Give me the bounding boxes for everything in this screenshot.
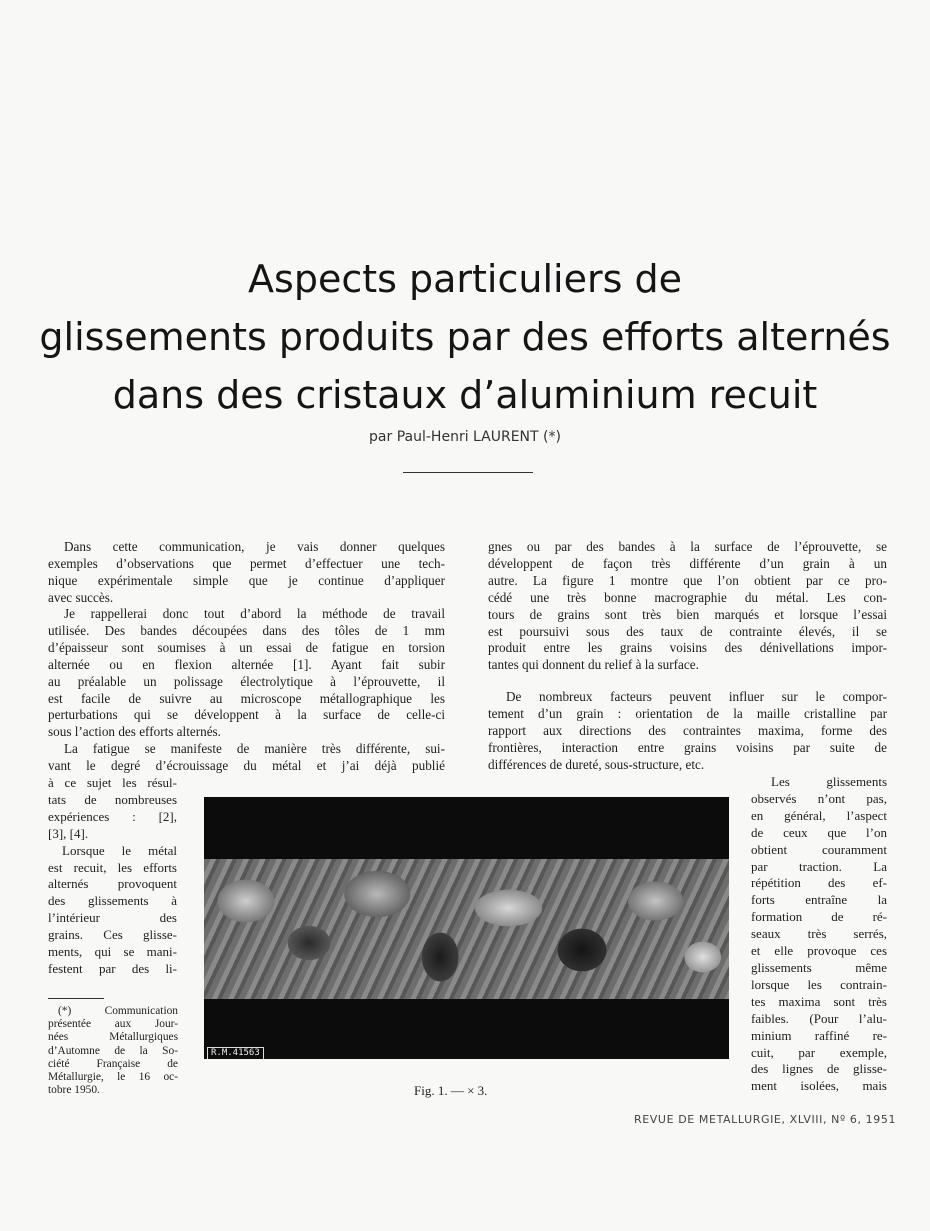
author-byline: par Paul-Henri LAURENT (*) xyxy=(369,429,561,445)
text-line: La fatigue se manifeste de manière très différente, sui- xyxy=(64,741,445,756)
text-line: utilisée. Des bandes découpées dans des tôles de 1 mm xyxy=(48,622,445,638)
text-line: avec succès. xyxy=(48,589,114,605)
left-paragraph-3 xyxy=(48,741,445,775)
text-line: tours de grains sont très bien marqués et lorsque l’essai xyxy=(488,606,887,622)
text-line: est facile de suivre au microscope métallographique les xyxy=(48,690,445,706)
article-title xyxy=(30,250,900,424)
text-line: alternés provoquent xyxy=(48,876,177,892)
text-line: Métallurgie, le 16 oc- xyxy=(48,1071,178,1084)
text-line: festent par des li- xyxy=(48,960,177,976)
text-line: observés n’ont pas, xyxy=(751,790,887,806)
text-line: faibles. (Pour l’alu- xyxy=(751,1010,887,1026)
text-line: est recuit, les efforts xyxy=(48,859,177,875)
text-line: nées Métallurgiques xyxy=(48,1031,178,1044)
text-line: en général, l’aspect xyxy=(751,807,887,823)
text-line: d’épaisseur sont soumises à un essai de fatigue en torsion xyxy=(48,639,445,655)
text-line: à ce sujet les résul- xyxy=(48,775,177,790)
text-line: expériences : [2], xyxy=(48,808,177,824)
text-line: grains. Ces glisse- xyxy=(48,927,177,943)
text-line: ciété Française de xyxy=(48,1057,178,1070)
text-line: seaux très serrés, xyxy=(751,926,887,942)
text-line: est poursuivi sous des taux de contrainte élevés, il se xyxy=(488,623,887,639)
photo-reference-label: R.M.41563 xyxy=(207,1047,264,1059)
text-line: frontières, interaction entre grains voisins par suite de xyxy=(488,739,887,755)
text-line: tobre 1950. xyxy=(48,1084,100,1097)
text-line: Lorsque le métal xyxy=(62,842,177,858)
left-paragraph-1 xyxy=(48,539,445,607)
text-line: ments, qui se mani- xyxy=(48,944,177,960)
text-line: rapport aux directions des contraintes maxima, forme des xyxy=(488,722,887,738)
left-narrow-text xyxy=(48,775,177,978)
text-line: gnes ou par des bandes à la surface de l’éprouvette, se xyxy=(488,539,887,554)
text-line: alternée ou en flexion alternée [1]. Ayant fait subir xyxy=(48,656,445,672)
text-line: autre. La figure 1 montre que l’on obtient par ce pro- xyxy=(488,572,887,588)
text-line: perturbations qui se développent à la surface de celle-ci xyxy=(48,707,445,723)
text-line: tats de nombreuses xyxy=(48,791,177,807)
text-line: ment isolées, mais xyxy=(751,1078,887,1094)
text-line: tement d’un grain : orientation de la maille cristalline par xyxy=(488,705,887,721)
text-line: glissements même xyxy=(751,959,887,975)
title-divider xyxy=(403,472,533,473)
text-line: (*) Communication xyxy=(58,1005,178,1017)
text-line: répétition des ef- xyxy=(751,875,887,891)
footnote xyxy=(48,1005,178,1097)
left-paragraph-2 xyxy=(48,606,445,741)
text-line: [3], [4]. xyxy=(48,825,89,841)
text-line: tes maxima sont très xyxy=(751,993,887,1009)
text-line: forts entraîne la xyxy=(751,892,887,908)
text-line: de ceux que l’on xyxy=(751,824,887,840)
journal-footer: REVUE DE METALLURGIE, XLVIII, Nº 6, 1951 xyxy=(634,1113,897,1126)
text-line: cuit, par exemple, xyxy=(751,1044,887,1060)
aluminium-specimen-image xyxy=(204,859,729,999)
text-line: Les glissements xyxy=(771,774,887,789)
text-line: exemples d’observations que permet d’effectuer une tech- xyxy=(48,555,445,571)
text-line: des lignes de glisse- xyxy=(751,1061,887,1077)
figure-1-photograph xyxy=(204,797,729,1059)
title-line: Aspects particuliers de xyxy=(248,257,682,301)
text-line: Dans cette communication, je vais donner quelques xyxy=(64,539,445,554)
text-line: vant le degré d’écrouissage du métal et j’ai déjà publié xyxy=(48,757,445,773)
text-line: des glissements à xyxy=(48,893,177,909)
text-line: minium raffiné re- xyxy=(751,1027,887,1043)
text-line: par traction. La xyxy=(751,858,887,874)
text-line: cédé une très bonne macrographie du métal. Les con- xyxy=(488,589,887,605)
right-paragraph-2 xyxy=(488,689,887,774)
text-line: d’Automne de la So- xyxy=(48,1044,178,1057)
title-line: glissements produits par des efforts alternés xyxy=(39,315,891,359)
text-line: nique expérimentale simple que je continue d’appliquer xyxy=(48,572,445,588)
text-line: formation de ré- xyxy=(751,909,887,925)
text-line: l’intérieur des xyxy=(48,910,177,926)
title-line: dans des cristaux d’aluminium recuit xyxy=(112,373,818,417)
figure-caption: Fig. 1. — × 3. xyxy=(414,1083,488,1098)
text-line: lorsque les contrain- xyxy=(751,976,887,992)
text-line: différences de dureté, sous-structure, etc. xyxy=(488,756,705,772)
right-narrow-text xyxy=(751,774,887,1095)
text-line: sous l’action des efforts alternés. xyxy=(48,724,221,740)
text-line: et elle provoque ces xyxy=(751,943,887,959)
text-line: De nombreux facteurs peuvent influer sur le compor- xyxy=(506,689,887,704)
text-line: produit entre les grains voisins des dénivellations impor- xyxy=(488,640,887,656)
text-line: développent de façon très différente d’un grain à un xyxy=(488,555,887,571)
text-line: présentée aux Jour- xyxy=(48,1018,178,1031)
text-line: au préalable un polissage électrolytique à l’éprouvette, il xyxy=(48,673,445,689)
text-line: obtient couramment xyxy=(751,841,887,857)
text-line: tantes qui donnent du relief à la surface. xyxy=(488,657,699,673)
footnote-divider xyxy=(48,998,104,999)
text-line: Je rappellerai donc tout d’abord la méthode de travail xyxy=(64,606,445,621)
right-paragraph-1 xyxy=(488,539,887,674)
